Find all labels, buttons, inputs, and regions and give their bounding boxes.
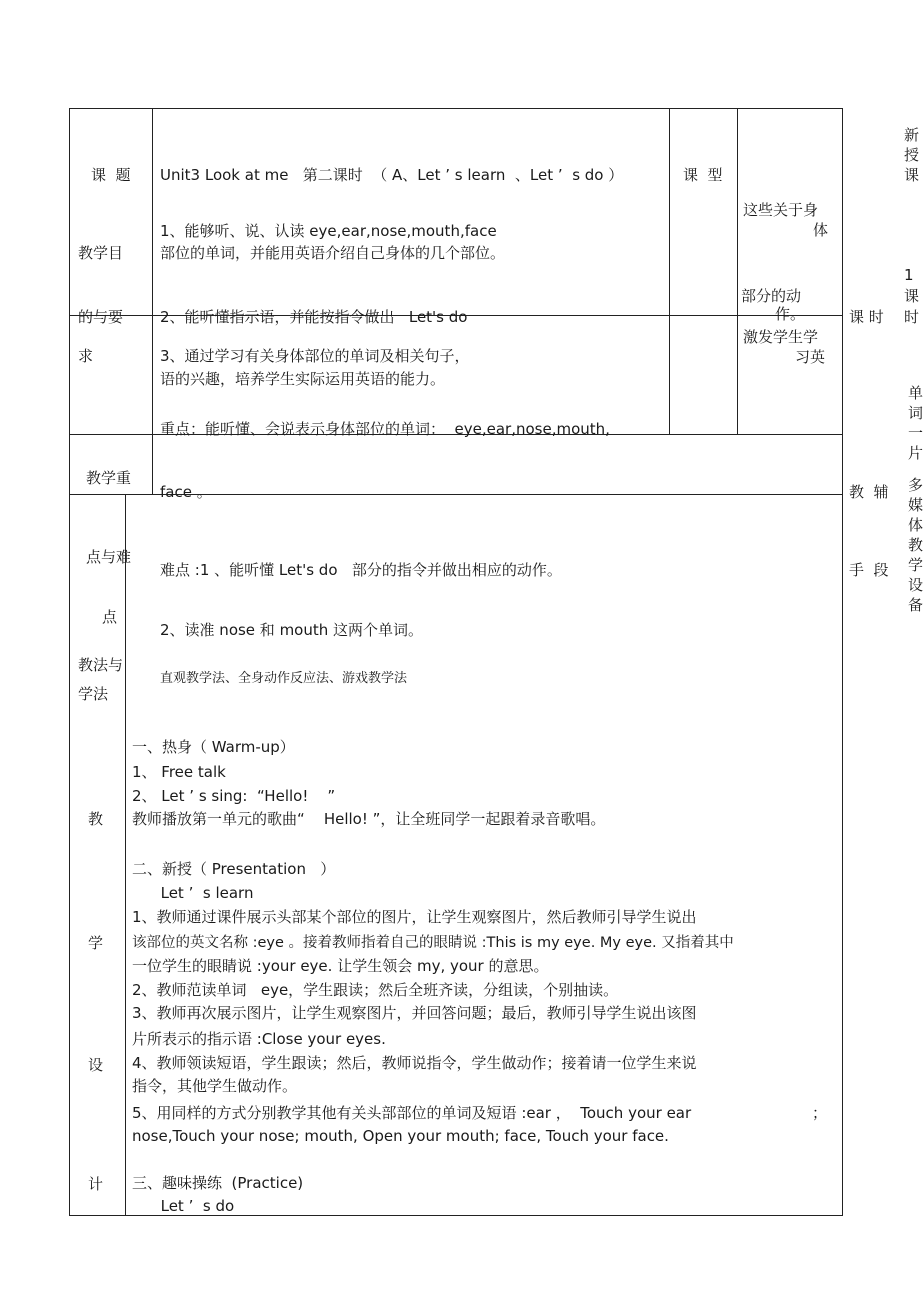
difficult-point-2: 2、读准 nose 和 mouth 这两个单词。 bbox=[160, 621, 424, 639]
key-point-line-2: face 。 bbox=[160, 483, 212, 501]
design-line: 一、热身（ Warm-up） bbox=[132, 738, 295, 756]
design-semicolon: ； bbox=[812, 1104, 828, 1122]
design-line: 1、教师通过课件展示头部某个部位的图片，让学生观察图片，然后教师引导学生说出 bbox=[132, 908, 697, 926]
type-value-char-3: 课 bbox=[904, 166, 920, 184]
design-line: 二、新授（ Presentation ） bbox=[132, 860, 336, 878]
design-label-4: 计 bbox=[88, 1175, 104, 1193]
design-line: 三、趣味操练 (Practice) bbox=[132, 1174, 304, 1192]
design-line: Let ’ s learn bbox=[132, 884, 254, 902]
objective-side-4: 作。 bbox=[775, 305, 806, 323]
objective-side-3: 部分的动 bbox=[741, 287, 802, 305]
design-line: nose,Touch your nose; mouth, Open your mouth; face, Touch your face. bbox=[132, 1127, 669, 1145]
design-line: 2、教师范读单词 eye，学生跟读；然后全班齐读，分组读，个别抽读。 bbox=[132, 981, 619, 999]
design-col-divider bbox=[125, 494, 126, 1216]
hours-unit-1: 课 bbox=[904, 287, 920, 305]
type-col-right-divider bbox=[737, 108, 738, 435]
methods-label-2: 学法 bbox=[78, 685, 109, 703]
design-line: 指令，其他学生做动作。 bbox=[132, 1077, 298, 1095]
objectives-label-line-1: 教学目 bbox=[78, 244, 124, 262]
design-line: 2、 Let ’ s sing: “Hello! ” bbox=[132, 787, 336, 805]
key-point-line-1: 重点：能听懂、会说表示身体部位的单词： eye,ear,nose,mouth, bbox=[160, 420, 610, 438]
design-line: 4、教师领读短语，学生跟读；然后，教师说指令，学生做动作；接着请一位学生来说 bbox=[132, 1054, 697, 1072]
objective-side-6: 习英 bbox=[795, 348, 826, 366]
hours-value: 1 bbox=[904, 266, 914, 284]
objective-1-line-1: 1、能够听、说、认读 eye,ear,nose,mouth,face bbox=[160, 222, 497, 240]
design-label-1: 教 bbox=[88, 810, 104, 828]
objectives-label-line-3: 求 bbox=[78, 347, 94, 365]
objective-1-line-2: 部位的单词，并能用英语介绍自己身体的几个部位。 bbox=[160, 244, 506, 262]
aids-label-2: 手 段 bbox=[849, 561, 889, 579]
type-col-left-divider bbox=[669, 108, 670, 435]
objectives-label-line-2: 的与要 bbox=[78, 308, 124, 326]
methods-value: 直观教学法、全身动作反应法、游戏教学法 bbox=[160, 671, 408, 686]
design-line: Let ’ s do bbox=[132, 1197, 235, 1215]
type-label: 课 型 bbox=[683, 166, 723, 184]
key-points-label-2: 点与难 bbox=[86, 548, 132, 566]
key-points-label-1: 教学重 bbox=[86, 469, 132, 487]
aids-label-1: 教 辅 bbox=[849, 483, 889, 501]
design-line: 一位学生的眼睛说 :your eye. 让学生领会 my, your 的意思。 bbox=[132, 957, 549, 975]
key-points-label-3: 点 bbox=[102, 608, 118, 626]
table-top-border bbox=[69, 108, 843, 109]
table-bottom-border bbox=[69, 1215, 843, 1216]
objective-3-line-1: 3、通过学习有关身体部位的单词及相关句子， bbox=[160, 347, 470, 365]
label-col-divider bbox=[152, 108, 153, 495]
aids-value: 单 词 一 片 多 媒 体 教 学 设 备 bbox=[908, 384, 923, 614]
table-left-border bbox=[69, 108, 70, 1216]
objective-side-1: 这些关于身 bbox=[743, 201, 819, 219]
design-label-3: 设 bbox=[88, 1056, 104, 1074]
design-line: 3、教师再次展示图片，让学生观察图片，并回答问题；最后，教师引导学生说出该图 bbox=[132, 1004, 697, 1022]
difficult-point-1: 难点 :1 、能听懂 Let's do 部分的指令并做出相应的动作。 bbox=[160, 561, 562, 579]
topic-value: Unit3 Look at me 第二课时 （ A、Let ’ s learn 、Let ’ s do ） bbox=[160, 166, 624, 184]
objective-3-line-2: 语的兴趣，培养学生实际运用英语的能力。 bbox=[160, 370, 446, 388]
objective-2: 2、能听懂指示语，并能按指令做出 Let's do bbox=[160, 308, 468, 326]
hours-label: 课 时 bbox=[849, 308, 884, 326]
objective-side-5: 激发学生学 bbox=[743, 328, 819, 346]
design-label-2: 学 bbox=[88, 934, 104, 952]
type-value-char-2: 授 bbox=[904, 146, 920, 164]
design-line: 5、用同样的方式分别教学其他有关头部部位的单词及短语 :ear ， Touch your ear bbox=[132, 1104, 692, 1122]
topic-label: 课 题 bbox=[91, 166, 131, 184]
objective-side-2: 体 bbox=[813, 221, 829, 239]
design-line: 该部位的英文名称 :eye 。接着教师指着自己的眼睛说 :This is my eye. My eye. 又指着其中 bbox=[132, 935, 734, 951]
type-value-char-1: 新 bbox=[904, 126, 920, 144]
design-line: 1、 Free talk bbox=[132, 763, 226, 781]
table-right-border bbox=[842, 108, 843, 1216]
design-line: 片所表示的指示语 :Close your eyes. bbox=[132, 1030, 386, 1048]
methods-label-1: 教法与 bbox=[78, 656, 124, 674]
design-line: 教师播放第一单元的歌曲“ Hello! ”，让全班同学一起跟着录音歌唱。 bbox=[132, 810, 606, 828]
hours-unit-2: 时 bbox=[904, 308, 920, 326]
